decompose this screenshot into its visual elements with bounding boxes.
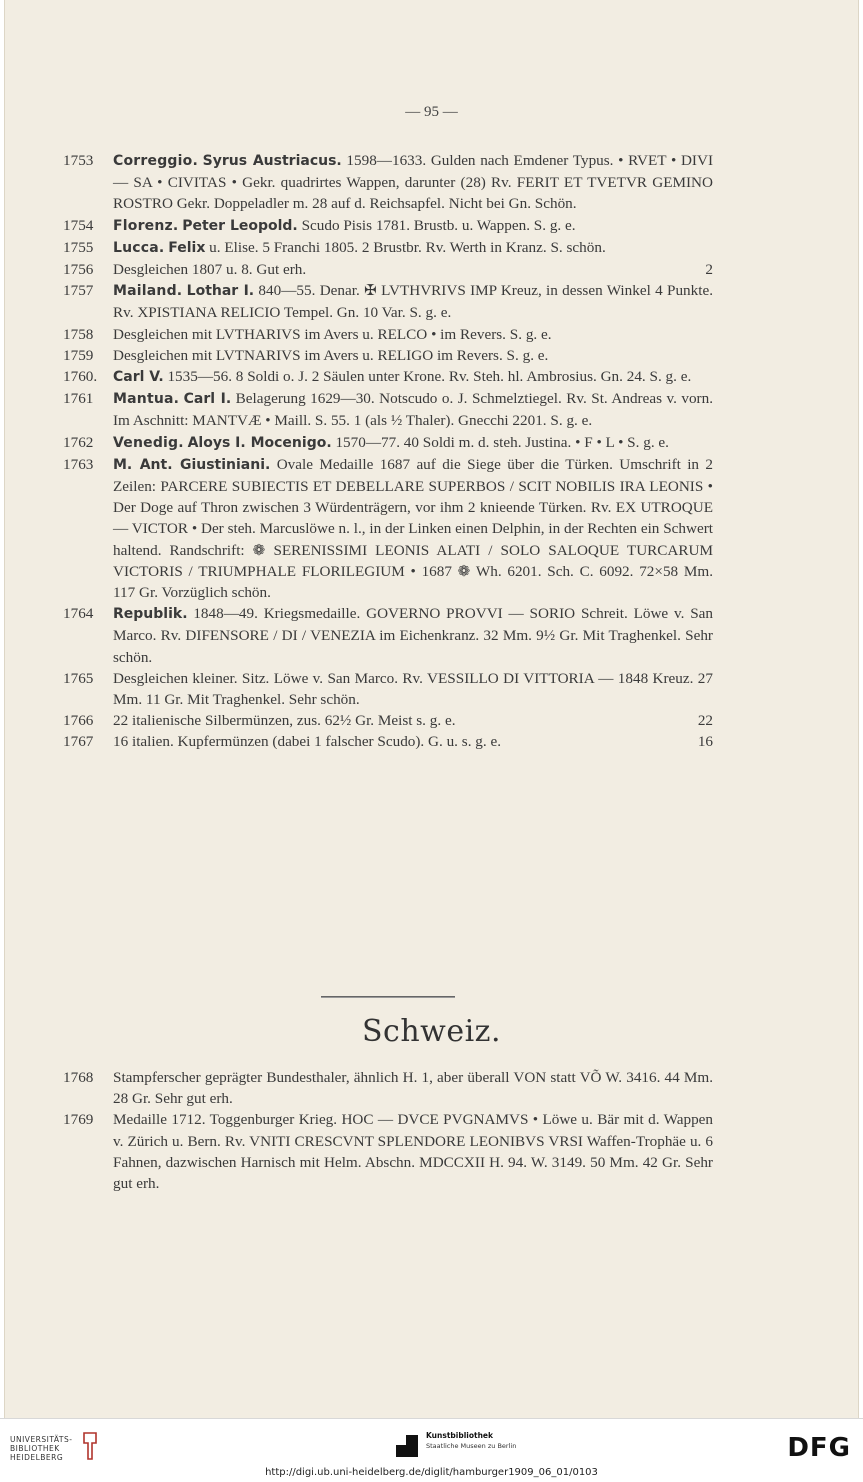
lot-number: 1754 [63, 216, 94, 234]
entry-ruler: Peter Leopold. [182, 217, 298, 234]
catalog-entry [63, 710, 713, 731]
lot-count: 2 [705, 261, 713, 279]
entry-text [113, 731, 713, 752]
entry-ruler: Republik. [113, 606, 188, 623]
lot-number: 1768 [63, 1069, 94, 1086]
catalog-entry [63, 345, 713, 366]
entry-description: Ovale Medaille 1687 auf die Siege über die Türken. Umschrift in 2 Zeilen: PARCERE SUBIECTIS ET DEBELLARE SUPERBOS / SCIT NOBILIS IRA LEONIS • Der Doge auf Thron zwischen 3 Würdenträgern, vor ihm 2 knieende Türken. Rv. EX UTROQUE — VICTOR • Der steh. Marcuslöwe n. l., in der Linken einen Delphin, in der Rechten ein Schwert haltend. Randschrift: ❁ SERENISSIMI LEONIS ALATI / SOLO SALOQUE TURCARUM VICTORIS / TRIUMPHALE FLORILEGIUM • 1687 ❁ Wh. 6201. Sch. C. 6092. 72×58 Mm. 117 Gr. Vorzüglich schön. [113, 455, 713, 602]
catalog-entry [63, 280, 713, 323]
page-number: — 95 — [405, 104, 458, 120]
entry-ruler: Felix [168, 239, 206, 256]
lot-count: 22 [697, 712, 713, 730]
entry-description: 22 italienische Silbermünzen, zus. 62½ Gr. Meist s. g. e. [113, 712, 456, 730]
lot-number: 1760. [63, 368, 98, 386]
entry-location: Lucca. [113, 239, 165, 256]
dfg-logo[interactable]: DFG [787, 1433, 851, 1463]
entry-description: Desgleichen mit LVTNARIVS im Avers u. RELIGO im Revers. S. g. e. [113, 346, 549, 364]
lot-number: 1762 [63, 433, 94, 451]
entry-location: Venedig. [113, 434, 184, 451]
entry-text [113, 150, 713, 215]
catalog-entry [63, 603, 713, 668]
lot-number: 1753 [63, 152, 94, 169]
entry-description: 1848—49. Kriegsmedaille. GOVERNO PROVVI — SORIO Schreit. Löwe v. San Marco. Rv. DIFENSORE / DI / VENEZIA im Eichenkranz. 32 Mm. 9½ Gr. Mit Traghenkel. Sehr schön. [113, 605, 713, 666]
entry-text [113, 454, 713, 603]
catalog-entry [63, 366, 713, 388]
scanned-page [4, 0, 859, 1418]
catalog-entries [63, 150, 713, 753]
footer-bar: UNIVERSITÄTS- BIBLIOTHEK HEIDELBERG Kunstbibliothek Staatliche Museen zu Berlin DFG http://digi.ub.uni-heidelberg.de/diglit/hamburger1909_06_01/0103 [0, 1418, 863, 1482]
catalog-entry [63, 388, 713, 431]
source-url[interactable]: http://digi.ub.uni-heidelberg.de/diglit/hamburger1909_06_01/0103 [265, 1467, 598, 1478]
heidelberg-library-icon [80, 1429, 100, 1463]
entry-text [113, 1109, 713, 1194]
lot-number: 1755 [63, 238, 94, 256]
entry-description: 1570—77. 40 Soldi m. d. steh. Justina. • F • L • S. g. e. [331, 433, 669, 451]
lot-number: 1759 [63, 346, 94, 364]
lot-number: 1766 [63, 712, 94, 730]
catalog-entry [63, 259, 713, 280]
entry-description: Stampferscher geprägter Bundesthaler, ähnlich H. 1, aber überall VON statt VÕ W. 3416. 44 Mm. 28 Gr. Sehr gut erh. [113, 1069, 713, 1108]
lot-number: 1761 [63, 390, 94, 408]
entry-ruler: Lothar I. [186, 283, 255, 300]
entry-description: 1598—1633. Gulden nach Emdener Typus. • RVET • DIVI — SA • CIVITAS • Gekr. quadrirtes Wappen, darunter (28) Rv. FERIT ET TVETVR GEMINO ROSTRO Gekr. Doppeladler m. 28 auf d. Reichsapfel. Nicht bei Gn. Schön. [113, 152, 714, 213]
catalog-entry [63, 1109, 713, 1194]
lot-number: 1764 [63, 605, 94, 623]
lot-count: 16 [697, 733, 713, 751]
section-divider [321, 996, 455, 998]
lot-number: 1757 [63, 282, 94, 300]
lot-number: 1769 [63, 1111, 94, 1129]
entry-description: Belagerung 1629—30. Notscudo o. J. Schmelztiegel. Rv. St. Andreas v. vorn. Im Aschnitt: MANTVÆ • Maill. S. 55. 1 (als ½ Thaler). Gnecchi 2201. S. g. e. [113, 390, 713, 430]
entry-description: Scudo Pisis 1781. Brustb. u. Wappen. S. g. e. [297, 216, 576, 234]
entry-text [113, 1067, 713, 1109]
entry-location: Florenz. [113, 217, 179, 234]
entry-text [113, 345, 713, 366]
section-title: Schweiz. [361, 1014, 502, 1049]
entry-text [113, 603, 713, 668]
entry-text [113, 388, 713, 431]
catalog-entry [63, 237, 713, 259]
entry-description: 840—55. Denar. ✠ LVTНVRIVS IMP Kreuz, in dessen Winkel 4 Punkte. Rv. XPISTIANA RELICIO Tempel. Gn. 10 Var. S. g. e. [113, 282, 713, 322]
entry-description: Desgleichen 1807 u. 8. Gut erh. [113, 261, 307, 279]
entry-location: Correggio. [113, 153, 198, 169]
entry-description: 16 italien. Kupfermünzen (dabei 1 falscher Scudo). G. u. s. g. e. [113, 733, 502, 751]
catalog-entry [63, 215, 713, 237]
entry-location: Mantua. [113, 391, 180, 408]
entry-ruler: Carl V. [113, 369, 164, 386]
entry-text [113, 366, 713, 388]
catalog-entry [63, 1067, 713, 1109]
entry-description: 1535—56. 8 Soldi o. J. 2 Säulen unter Krone. Rv. Steh. hl. Ambrosius. Gn. 24. S. g. e. [163, 368, 692, 386]
catalog-entry [63, 731, 713, 752]
entry-text [113, 280, 713, 323]
entry-ruler: Aloys I. Mocenigo. [187, 434, 332, 451]
kunstbibliothek-icon [396, 1435, 418, 1457]
catalog-entries-schweiz [63, 1067, 713, 1194]
entry-text [113, 432, 713, 454]
lot-number: 1765 [63, 669, 94, 687]
entry-text [113, 259, 713, 280]
lot-number: 1758 [63, 325, 94, 343]
catalog-entry [63, 668, 713, 710]
entry-text [113, 324, 713, 345]
entry-description: Desgleichen mit LVTHARIVS im Avers u. RELCO • im Revers. S. g. e. [113, 325, 552, 343]
lot-number: 1763 [63, 455, 94, 473]
entry-text [113, 237, 713, 259]
catalog-entry [63, 432, 713, 454]
entry-description: Medaille 1712. Toggenburger Krieg. HOC — DVCE PVGNAMVS • Löwe u. Bär mit d. Wappen v. Zürich u. Bern. Rv. VNITI CRESCVNT SPLENDORE LEONIBVS VRSI Waffen-Trophäe u. 6 Fahnen, dazwischen Harnisch mit Helm. Abschn. MDCCXII H. 94. W. 3149. 50 Mm. 42 Gr. Sehr gut erh. [113, 1111, 713, 1193]
entry-ruler: M. Ant. Giustiniani. [113, 456, 271, 473]
entry-ruler: Carl I. [183, 391, 232, 408]
catalog-entry [63, 150, 713, 215]
entry-location: Mailand. [113, 283, 183, 300]
entry-description: Desgleichen kleiner. Sitz. Löwe v. San Marco. Rv. VESSILLO DI VITTORIA — 1848 Kreuz. 27 Mm. 11 Gr. Mit Traghenkel. Sehr schön. [113, 669, 713, 709]
university-library-logo[interactable]: UNIVERSITÄTS- BIBLIOTHEK HEIDELBERG [10, 1435, 73, 1462]
entry-description: u. Elise. 5 Franchi 1805. 2 Brustbr. Rv. Werth in Kranz. S. schön. [205, 238, 606, 256]
lot-number: 1767 [63, 733, 94, 751]
catalog-entry [63, 324, 713, 345]
entry-ruler: Syrus Austriacus. [202, 153, 342, 169]
entry-text [113, 668, 713, 710]
catalog-entry [63, 454, 713, 603]
entry-text [113, 215, 713, 237]
entry-text [113, 710, 713, 731]
lot-number: 1756 [63, 261, 94, 279]
